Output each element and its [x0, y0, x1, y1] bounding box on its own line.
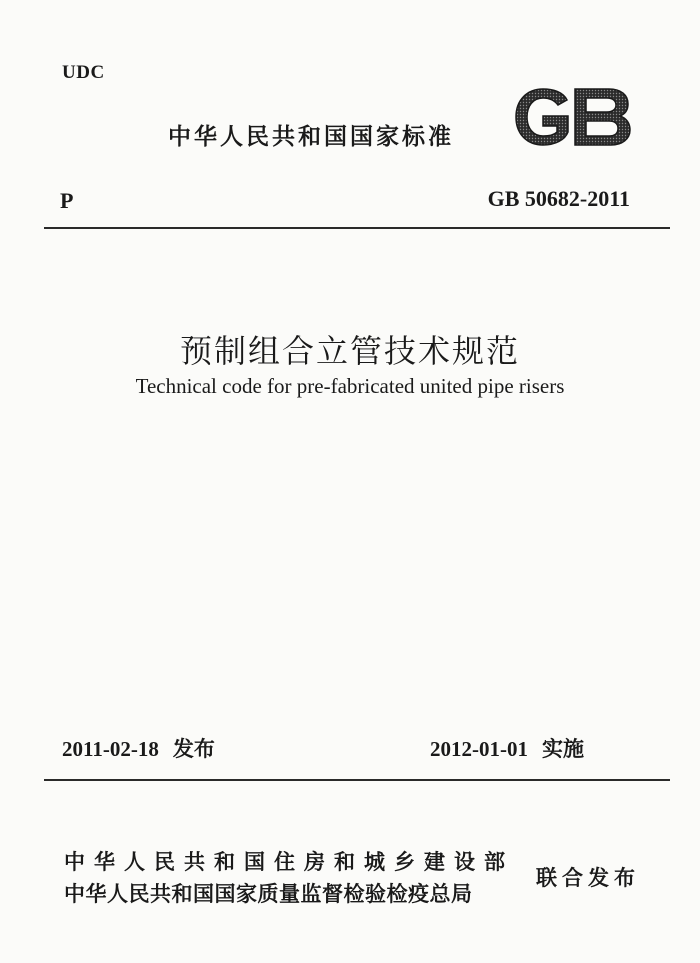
issue-date: 2011-02-18 — [62, 737, 159, 761]
issue-label: 发布 — [172, 737, 215, 761]
issuer-aqsiq: 中华人民共和国国家质量监督检验检疫总局 — [64, 882, 473, 906]
bottom-divider — [44, 779, 670, 781]
issuer-ministry-housing: 中华人民共和国住房和城乡建设部 — [64, 850, 514, 874]
standard-code: GB 50682-2011 — [487, 186, 630, 211]
top-divider — [44, 227, 670, 229]
gb-logo — [513, 86, 633, 148]
joint-issue-label: 联合发布 — [536, 866, 640, 890]
effective-date-block — [430, 733, 584, 763]
issue-date-block — [62, 733, 215, 763]
udc-label: UDC — [62, 62, 105, 83]
title-chinese: 预制组合立管技术规范 — [179, 332, 520, 370]
title-english: Technical code for pre-fabricated united pipe risers — [135, 374, 565, 398]
national-standard-heading: 中华人民共和国国家标准 — [168, 124, 454, 150]
category-letter: P — [60, 188, 74, 213]
effective-date: 2012-01-01 — [430, 737, 528, 761]
effective-label: 实施 — [542, 737, 584, 761]
